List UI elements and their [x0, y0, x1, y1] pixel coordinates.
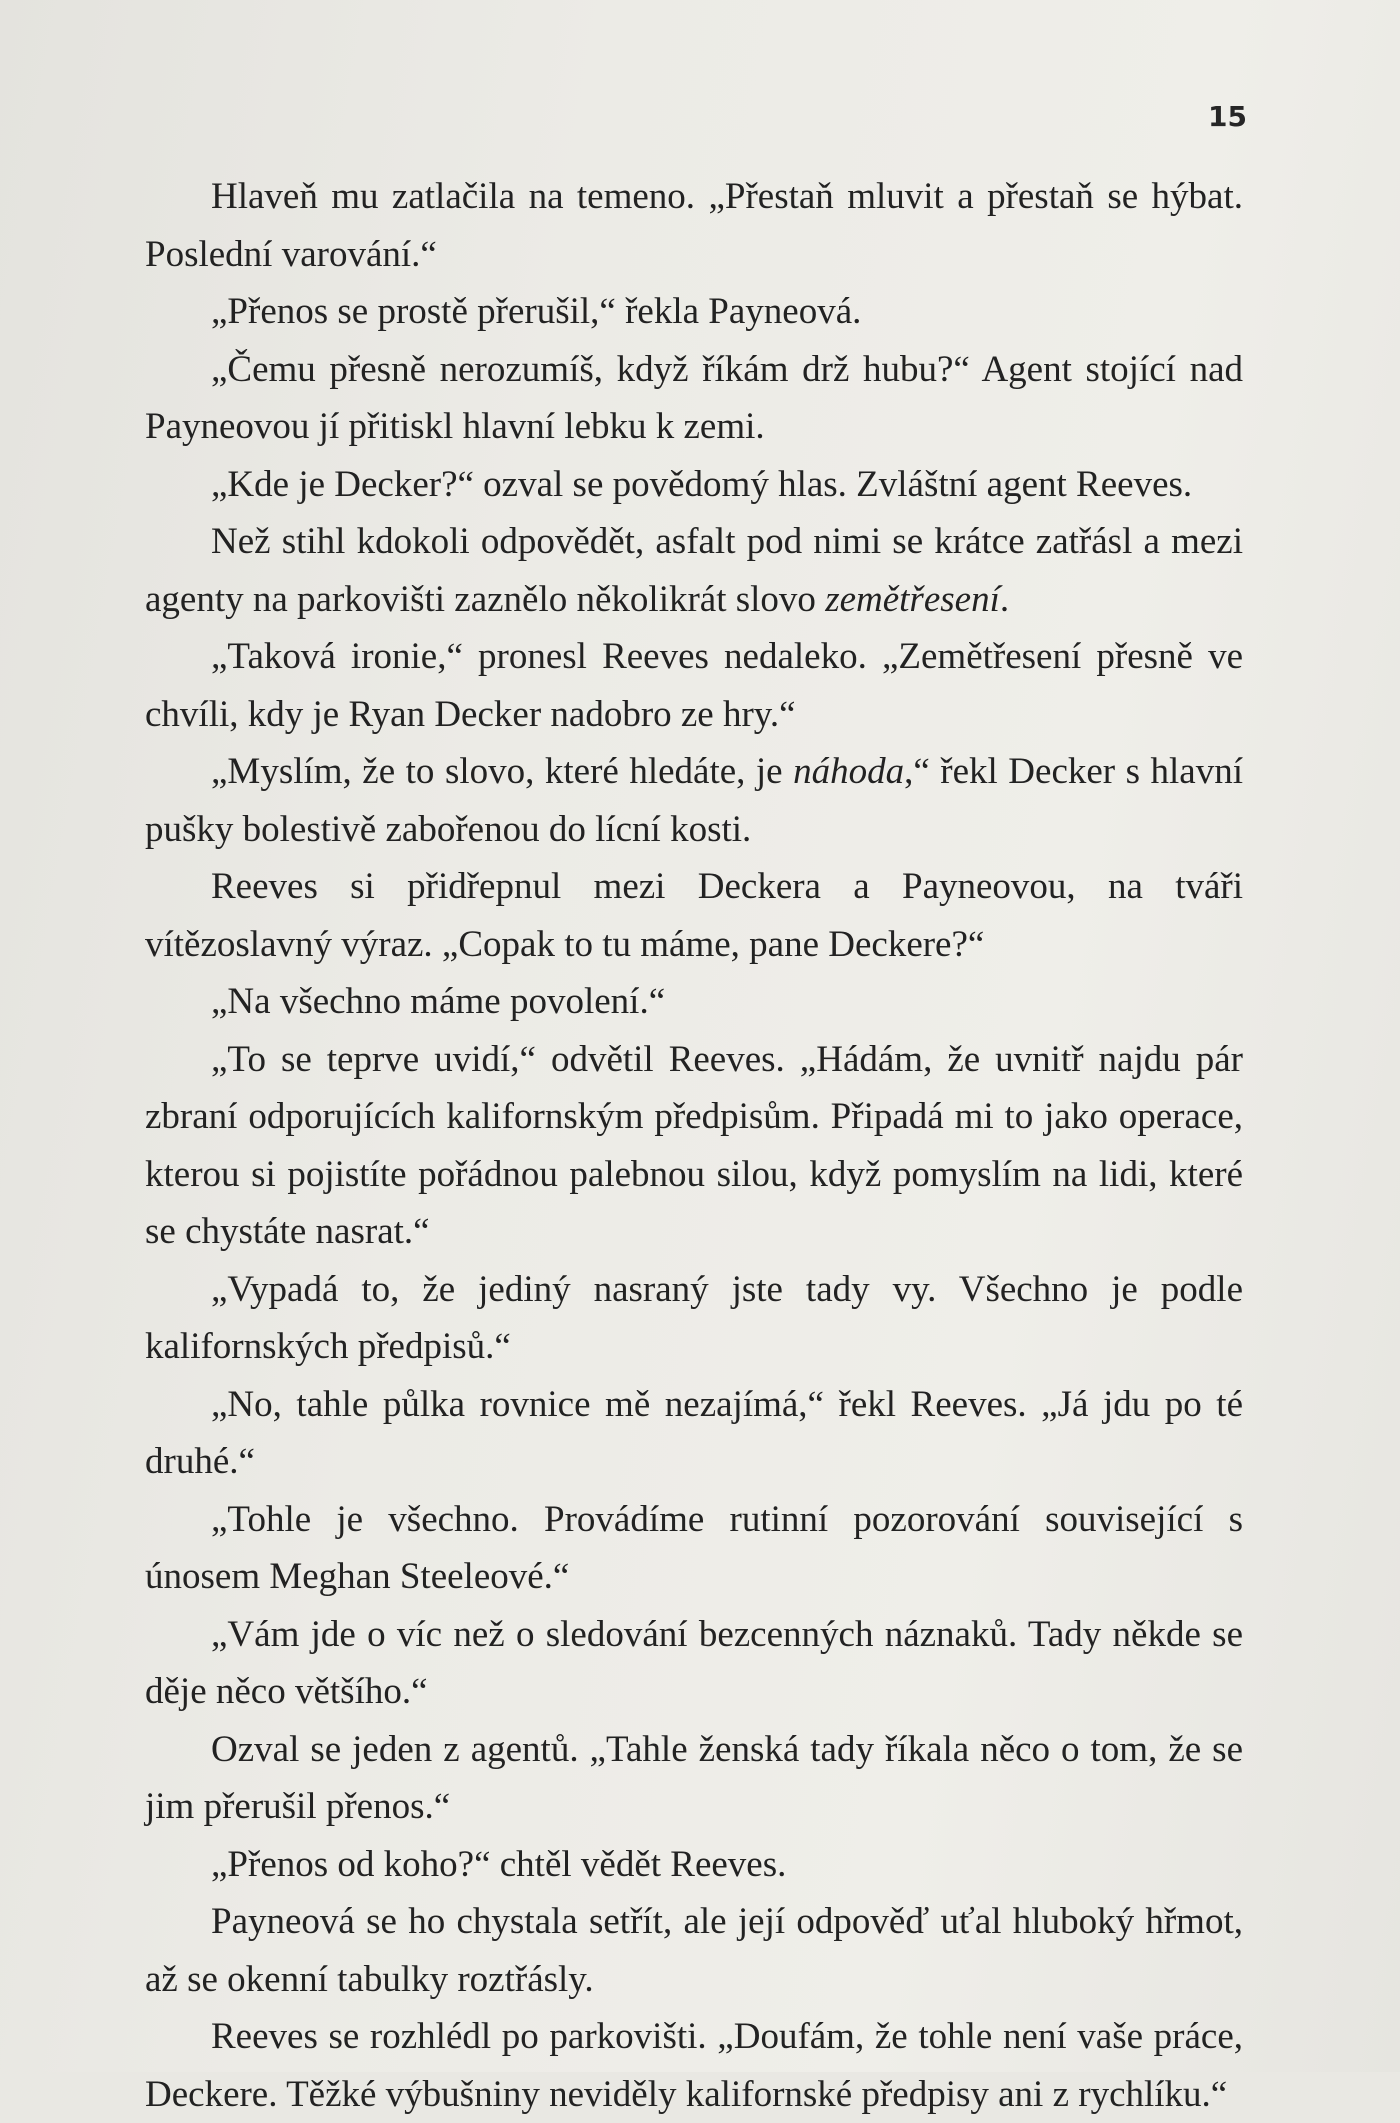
text-run: „Na všechno máme povolení.“	[211, 981, 666, 1022]
paragraph	[145, 1606, 1243, 1721]
page-number: 15	[1208, 100, 1247, 133]
paragraph	[145, 1376, 1243, 1491]
text-run: Hlaveň mu zatlačila na temeno. „Přestaň mluvit a přestaň se hýbat. Poslední varování.“	[145, 176, 1243, 275]
text-run: „Kde je Decker?“ ozval se povědomý hlas. Zvláštní agent Reeves.	[211, 463, 1193, 505]
paragraph	[145, 341, 1243, 456]
text-run: Payneová se ho chystala setřít, ale její odpověď uťal hluboký hřmot, až se okenní tabulky roztřásly.	[145, 1901, 1243, 2000]
paragraph	[145, 283, 1243, 341]
text-run: „Vám jde o víc než o sledování bezcenných náznaků. Tady někde se děje něco většího.“	[145, 1613, 1243, 1712]
paragraph	[145, 168, 1243, 283]
text-run: „Myslím, že to slovo, které hledáte, je	[211, 751, 794, 792]
paragraph	[145, 456, 1243, 514]
paragraph	[145, 1721, 1243, 1836]
text-run: „Taková ironie,“ pronesl Reeves nedaleko. „Zemětřesení přesně ve chvíli, kdy je Ryan Decker nadobro ze hry.“	[145, 636, 1243, 735]
text-run: „No, tahle půlka rovnice mě nezajímá,“ řekl Reeves. „Já jdu po té druhé.“	[145, 1383, 1243, 1482]
italic-text: náhoda	[793, 751, 905, 792]
text-run: „Přenos se prostě přerušil,“ řekla Payneová.	[211, 291, 862, 332]
text-run: Ozval se jeden z agentů. „Tahle ženská tady říkala něco o tom, že se jim přerušil přenos.“	[145, 1728, 1243, 1827]
text-run: „Přenos od koho?“ chtěl vědět Reeves.	[211, 1843, 787, 1885]
italic-text: zemětřesení	[825, 578, 1000, 620]
text-run: „Čemu přesně nerozumíš, když říkám drž hubu?“ Agent stojící nad Payneovou jí přitiskl hlavní lebku k zemi.	[145, 348, 1243, 447]
paragraph	[145, 1031, 1243, 1261]
text-run: ,“ řekl Decker s hlavní pušky bolestivě zabořenou do lícní kosti.	[145, 751, 1244, 850]
body-text	[145, 168, 1243, 2123]
paragraph	[145, 973, 1243, 1031]
text-run: .	[999, 578, 1010, 620]
paragraph	[145, 1836, 1243, 1894]
text-run: Než stihl kdokoli odpovědět, asfalt pod nimi se krátce zatřásl a mezi agenty na parkovišti zaznělo několikrát slovo	[145, 521, 1243, 620]
paragraph	[145, 743, 1243, 858]
text-run: „Vypadá to, že jediný nasraný jste tady vy. Všechno je podle kalifornských předpisů.“	[145, 1268, 1243, 1367]
paragraph	[145, 1261, 1243, 1376]
paragraph	[145, 2008, 1243, 2123]
text-run: Reeves si přidřepnul mezi Deckera a Payneovou, na tváři vítězoslavný výraz. „Copak to tu máme, pane Deckere?“	[145, 866, 1243, 965]
paragraph	[145, 513, 1243, 628]
text-run: „Tohle je všechno. Provádíme rutinní pozorování související s únosem Meghan Steeleové.“	[145, 1498, 1243, 1597]
paragraph	[145, 628, 1243, 743]
paragraph	[145, 858, 1243, 973]
paragraph	[145, 1491, 1243, 1606]
paragraph	[145, 1893, 1243, 2008]
text-run: Reeves se rozhlédl po parkovišti. „Doufám, že tohle není vaše práce, Deckere. Těžké výbušniny neviděly kalifornské předpisy ani z rychlíku.“	[145, 2016, 1243, 2115]
text-run: „To se teprve uvidí,“ odvětil Reeves. „Hádám, že uvnitř najdu pár zbraní odporujících kalifornským předpisům. Připadá mi to jako operace, kterou si pojistíte pořádnou palebnou silou, když pomyslím na lidi, které se chystáte nasrat.“	[145, 1038, 1243, 1252]
